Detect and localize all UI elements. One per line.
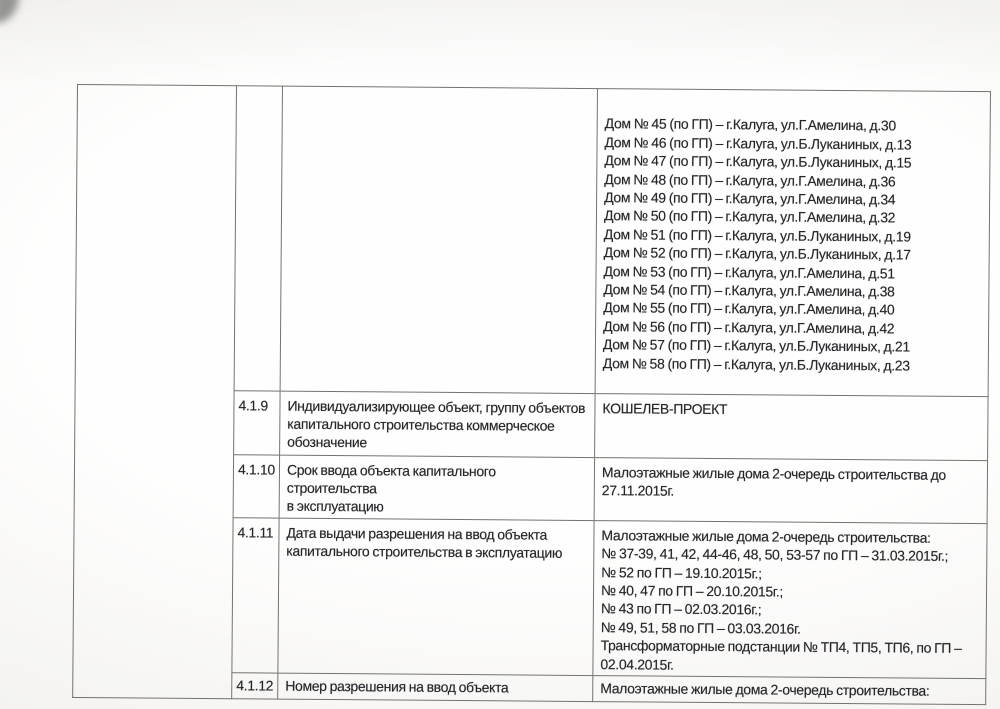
address-list: Дом № 45 (по ГП) – г.Калуга, ул.Г.Амелина, д.30 Дом № 46 (по ГП) – г.Калуга, ул.Б.Луканиных, д.13 Дом № 47 (по ГП) – г.Калуга, ул.Б.Луканиных, д.15 Дом № 48 (по ГП) – г.Калуга, ул.Г.Амелина, д.36 Дом № 49 (по ГП) – г.Калуга, ул.Г.Амелина, д.34 Дом № 50 (по ГП) – г.Калуга, ул.Г.Амелина, д.32 Дом № 51 (по ГП) – г.Калуга, ул.Б.Луканиных, д.19 Дом № 52 (по ГП) – г.Калуга, ул.Б.Луканиных, д.17 Дом № 53 (по ГП) – г.Калуга, ул.Г.Амелина, д.51 Дом № 54 (по ГП) – г.Калуга, ул.Г.Амелина, д.38 Дом № 55 (по ГП) – г.Калуга, ул.Г.Амелина, д.40 Дом № 56 (по ГП) – г.Калуга, ул.Г.Амелина, д.42 Дом № 57 (по ГП) – г.Калуга, ул.Б.Луканиных, д.21 Дом № 58 (по ГП) – г.Калуга, ул.Б.Луканиных, д.23 (602, 115, 912, 374)
row-label: Дата выдачи разрешения на ввод объекта капитального строительства в эксплуатацию (278, 518, 594, 676)
row-value: Малоэтажные жилые дома 2-очередь строительства до 27.11.2015г. (594, 457, 987, 523)
continuation-label-cell (280, 86, 597, 393)
row-value: Малоэтажные жилые дома 2-очередь строительства: (593, 676, 986, 705)
row-value: КОШЕЛЕВ-ПРОЕКТ (595, 393, 988, 460)
continuation-number-cell (234, 86, 282, 391)
row-number: 4.1.12 (232, 673, 278, 699)
row-label: Номер разрешения на ввод объекта (278, 673, 593, 701)
merged-left-cell (73, 85, 237, 699)
row-number: 4.1.11 (232, 517, 279, 673)
row-number: 4.1.9 (234, 390, 281, 454)
continuation-value-cell (595, 89, 990, 397)
scan-tone-band (0, 0, 1000, 86)
row-label: Срок ввода объекта капитального строительства в эксплуатацию (279, 455, 594, 521)
row-label: Индивидуализирующее объект, группу объектов капитального строительства коммерческое обозначение (280, 391, 595, 457)
table-row-continuation (75, 85, 990, 397)
row-number: 4.1.10 (233, 454, 279, 518)
row-value: Малоэтажные жилые дома 2-очередь строительства: № 37-39, 41, 42, 44-46, 48, 50, 53-57 по ГП – 31.03.2015г.; № 52 по ГП – 19.10.2015г.; № 40, 47 по ГП – 20.10.2015г.; № 43 по ГП – 02.03.2016г.; № 49, 51, 58 по ГП – 03.03.2016г. Трансформаторные подстанции № ТП4, ТП5, ТП6, по ГП – 02.04.2015г. (593, 520, 987, 678)
fact-table (72, 84, 991, 705)
